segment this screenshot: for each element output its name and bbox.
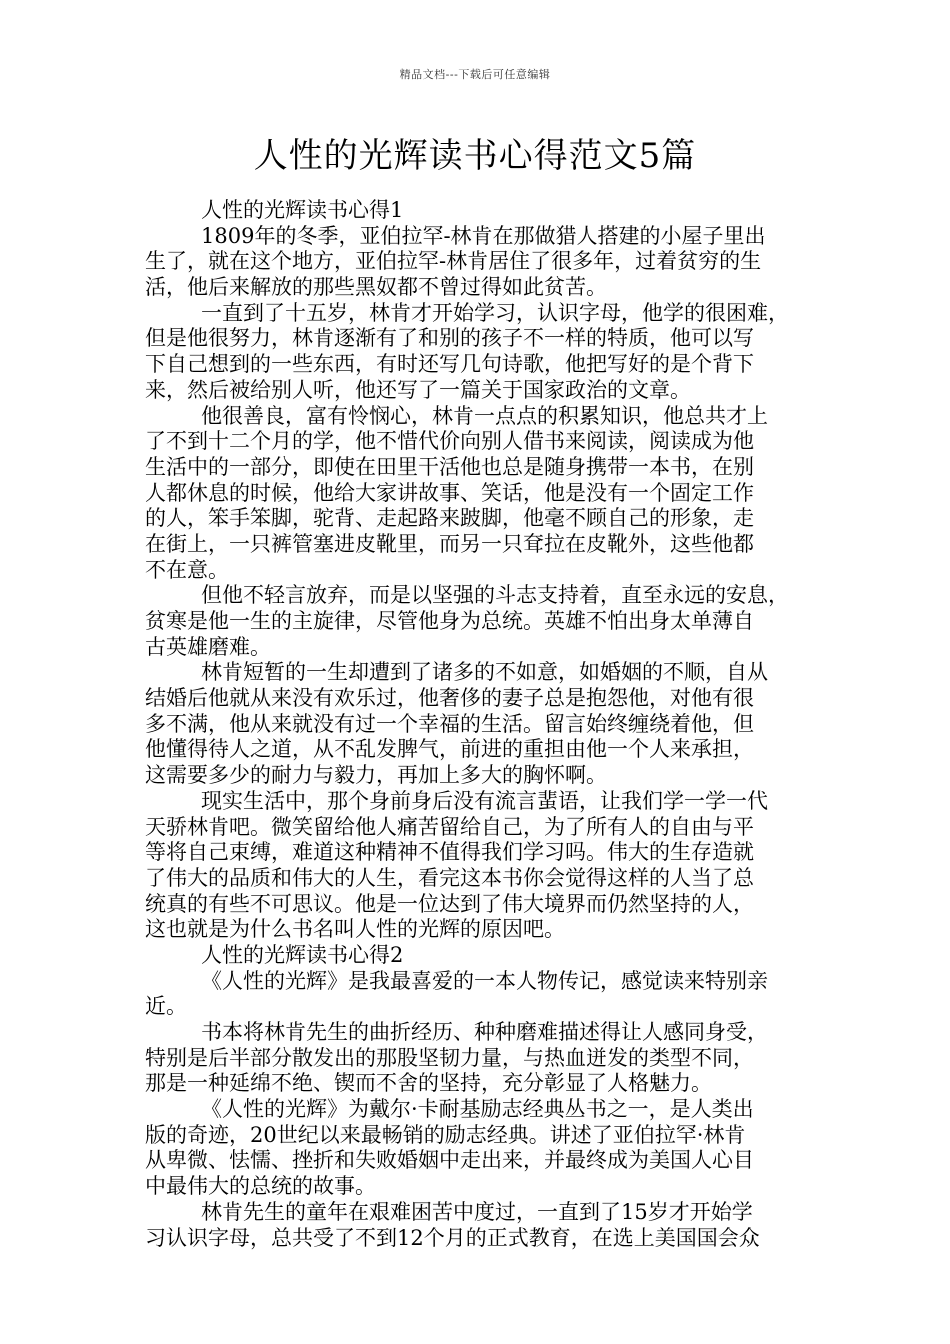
text-line: 《人性的光辉》是我最喜爱的一本人物传记，感觉读来特别亲 [201, 968, 768, 993]
text-line: 生活中的一部分，即使在田里干活他也总是随身携带一本书，在别 [145, 454, 754, 479]
text-line: 不在意。 [145, 557, 229, 582]
text-line: 1809年的冬季，亚伯拉罕-林肯在那做猎人搭建的小屋子里出 [201, 223, 766, 248]
text-line: 人性的光辉读书心得2 [201, 942, 404, 967]
text-line: 《人性的光辉》为戴尔·卡耐基励志经典丛书之一，是人类出 [201, 1097, 754, 1122]
text-line: 版的奇迹，20世纪以来最畅销的励志经典。讲述了亚伯拉罕·林肯 [145, 1122, 746, 1147]
text-line: 一直到了十五岁，林肯才开始学习，认识字母，他学的很困难， [201, 300, 789, 325]
text-line: 下自己想到的一些东西，有时还写几句诗歌，他把写好的是个背下 [145, 352, 754, 377]
text-line: 但是他很努力，林肯逐渐有了和别的孩子不一样的特质，他可以写 [145, 326, 754, 351]
page-title: 人性的光辉读书心得范文5篇 [253, 136, 697, 176]
text-line: 结婚后他就从来没有欢乐过，他奢侈的妻子总是抱怨他，对他有很 [145, 686, 754, 711]
text-line: 这需要多少的耐力与毅力，再加上多大的胸怀啊。 [145, 763, 607, 788]
text-line: 这也就是为什么书名叫人性的光辉的原因吧。 [145, 917, 565, 942]
text-line: 他很善良，富有怜悯心，林肯一点点的积累知识，他总共才上 [201, 403, 768, 428]
text-line: 等将自己束缚，难道这种精神不值得我们学习吗。伟大的生存造就 [145, 840, 754, 865]
text-line: 古英雄磨难。 [145, 634, 271, 659]
text-line: 了伟大的品质和伟大的人生，看完这本书你会觉得这样的人当了总 [145, 865, 754, 890]
text-line: 天骄林肯吧。微笑留给他人痛苦留给自己，为了所有人的自由与平 [145, 814, 754, 839]
text-line: 多不满，他从来就没有过一个幸福的生活。留言始终缠绕着他，但 [145, 711, 754, 736]
text-line: 人都休息的时候，他给大家讲故事、笑话，他是没有一个固定工作 [145, 480, 754, 505]
text-line: 统真的有些不可思议。他是一位达到了伟大境界而仍然坚持的人， [145, 891, 754, 916]
text-line: 特别是后半部分散发出的那股坚韧力量，与热血迸发的类型不同， [145, 1045, 754, 1070]
text-line: 来，然后被给别人听，他还写了一篇关于国家政治的文章。 [145, 377, 691, 402]
text-line: 生了，就在这个地方，亚伯拉罕-林肯居住了很多年，过着贫穷的生 [145, 249, 762, 274]
text-line: 林肯先生的童年在艰难困苦中度过，一直到了15岁才开始学 [201, 1199, 753, 1224]
text-line: 但他不轻言放弃，而是以坚强的斗志支持着，直至永远的安息， [201, 583, 789, 608]
text-line: 活，他后来解放的那些黑奴都不曾过得如此贫苦。 [145, 275, 607, 300]
text-line: 中最伟大的总统的故事。 [145, 1174, 376, 1199]
text-line: 近。 [145, 994, 187, 1019]
text-line: 林肯短暂的一生却遭到了诸多的不如意，如婚姻的不顺，自从 [201, 660, 768, 685]
text-line: 书本将林肯先生的曲折经历、种种磨难描述得让人感同身受， [201, 1020, 768, 1044]
text-line: 现实生活中，那个身前身后没有流言蜚语，让我们学一学一代 [201, 788, 768, 813]
text-line: 人性的光辉读书心得1 [201, 198, 404, 222]
text-line: 那是一种延绵不绝、锲而不舍的坚持，充分彰显了人格魅力。 [145, 1071, 712, 1096]
text-line: 贫寒是他一生的主旋律，尽管他身为总统。英雄不怕出身太单薄自 [145, 609, 754, 633]
text-line: 了不到十二个月的学，他不惜代价向别人借书来阅读，阅读成为他 [145, 429, 754, 454]
header-note: 精品文档---下载后可任意编辑 [399, 68, 551, 81]
text-line: 的人，笨手笨脚，驼背、走起路来跛脚，他毫不顾自己的形象，走 [145, 506, 754, 531]
text-line: 在街上，一只裤管塞进皮靴里，而另一只耷拉在皮靴外，这些他都 [145, 531, 754, 556]
text-line: 习认识字母，总共受了不到12个月的正式教育，在选上美国国会众 [145, 1225, 760, 1250]
body-text [145, 198, 807, 1251]
text-line: 从卑微、怯懦、挫折和失败婚姻中走出来，并最终成为美国人心目 [145, 1148, 754, 1173]
text-line: 他懂得待人之道，从不乱发脾气，前进的重担由他一个人来承担， [145, 737, 754, 762]
